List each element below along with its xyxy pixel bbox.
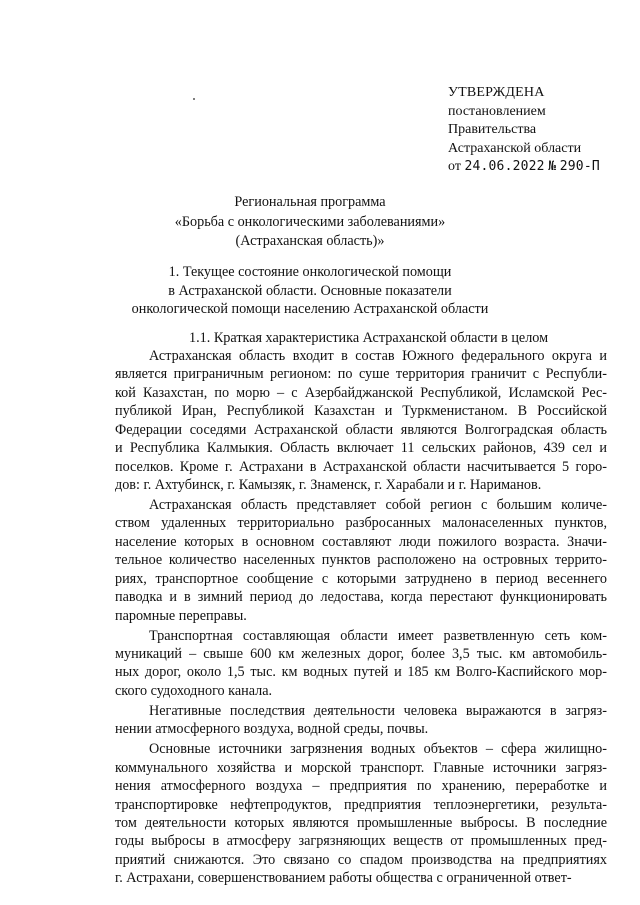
paragraph-line: паромные переправы.: [115, 607, 247, 624]
paragraph-line: ского судоходного канала.: [115, 682, 273, 699]
paragraph-line: тельное количество населенных пунктов расположено на островных террито-: [115, 552, 607, 569]
approval-number-sign: №: [548, 159, 557, 174]
paragraph-line: Основные источники загрязнения водных объектов – сфера жилищно-: [149, 741, 607, 758]
paragraph-line: публикой Иран, Республикой Казахстан и Туркменистаном. В Российской: [115, 403, 607, 420]
paragraph-line: нении атмосферного воздуха, водной среды, почвы.: [115, 721, 429, 738]
paragraph: [115, 702, 607, 739]
section-title-line-1: 1. Текущее состояние онкологической помощи: [168, 264, 452, 280]
program-title-line-1: Региональная программа: [234, 194, 386, 210]
approval-stamp-block: [448, 84, 628, 177]
paragraph: [115, 496, 607, 625]
subsection-title: 1.1. Краткая характеристика Астраханской области в целом: [189, 330, 549, 346]
paragraph-line: коммунального хозяйства и морской транспорт. Главные источники загряз-: [115, 759, 607, 776]
approval-line-1: постановлением: [448, 103, 546, 119]
approval-date-line: [448, 158, 628, 177]
approval-heading: УТВЕРЖДЕНА: [448, 85, 545, 100]
approval-line-2: Правительства: [448, 122, 537, 137]
section-title-line-3: онкологической помощи населению Астраханской области: [131, 301, 489, 317]
paragraph: [115, 740, 607, 888]
paragraph-line: и Республика Калмыкия. Область включает 11 сельских районов, 439 сел и: [115, 440, 607, 457]
paragraph-line: ных дорог, около 1,5 тыс. км водных путей и 185 км Волго-Каспийского мор-: [115, 664, 607, 681]
paragraph-line: паводка и в зимний период до ледостава, когда перестают функционировать: [115, 589, 607, 606]
approval-date-prefix: от: [448, 159, 461, 174]
paragraph-line: муникаций – свыше 600 км железных дорог, более 3,5 тыс. км автомобиль-: [115, 646, 607, 662]
paragraph-line: Транспортная составляющая области имеет разветвленную сеть ком-: [149, 627, 607, 644]
paragraph-line: дов: г. Ахтубинск, г. Камызяк, г. Знаменск, г. Харабали и г. Нариманов.: [115, 477, 542, 494]
paragraph-line: поселков. Кроме г. Астрахани в Астраханской области насчитывается 5 горо-: [115, 458, 607, 475]
paragraph-line: риях, транспортное сообщение с которыми затруднено в период весеннего: [115, 570, 607, 587]
section-title-line-2: в Астраханской области. Основные показатели: [168, 282, 452, 299]
paragraph: [115, 627, 607, 701]
paragraph-line: Астраханская область представляет собой регион с большим количе-: [149, 497, 607, 513]
paragraph-line: годы выбросы в атмосферу загрязняющих веществ от промышленных пред-: [115, 833, 607, 850]
paragraph-line: приятий снижаются. Это связано со спадом производства на предприятиях: [115, 851, 607, 868]
paragraph-line: г. Астрахани, совершенствованием работы общества с ограниченной ответ-: [115, 870, 572, 887]
paragraph-line: нения атмосферного воздуха – предприятия по хранению, переработке и: [115, 778, 607, 795]
section-title: [120, 263, 500, 319]
paragraph: [115, 347, 607, 495]
paragraph-line: Федерации соседями Астраханской области являются Волгоградская область: [115, 421, 607, 438]
paragraph-line: ством удаленных территориально разбросанных малонаселенных пунктов,: [115, 515, 607, 532]
approval-number: 290-П: [559, 159, 600, 174]
program-title: [150, 193, 470, 252]
paragraph-line: том деятельности которых являются промышленные выбросы. В последние: [115, 814, 607, 831]
paragraph-line: кой Казахстан, по морю – с Азербайджанской Республикой, Исламской Рес-: [115, 384, 607, 401]
approval-line-3: Астраханской области: [448, 140, 582, 156]
program-title-line-3: (Астраханская область)»: [235, 233, 385, 249]
paragraph-line: транспортировке нефтепродуктов, предприятия теплоэнергетики, результа-: [115, 796, 607, 813]
paragraph-line: население которых в основном составляют люди пожилого возраста. Значи-: [115, 533, 607, 550]
paragraph-line: Негативные последствия деятельности человека выражаются в загряз-: [149, 702, 607, 719]
paragraph-line: Астраханская область входит в состав Южного федерального округа и: [149, 348, 607, 364]
paragraph-line: является приграничным регионом: по суше территория граничит с Республи-: [115, 366, 607, 383]
scan-speck: [193, 98, 195, 100]
approval-date: 24.06.2022: [464, 159, 545, 174]
body-text: [115, 347, 607, 889]
program-title-line-2: «Борьба с онкологическими заболеваниями»: [174, 213, 446, 230]
